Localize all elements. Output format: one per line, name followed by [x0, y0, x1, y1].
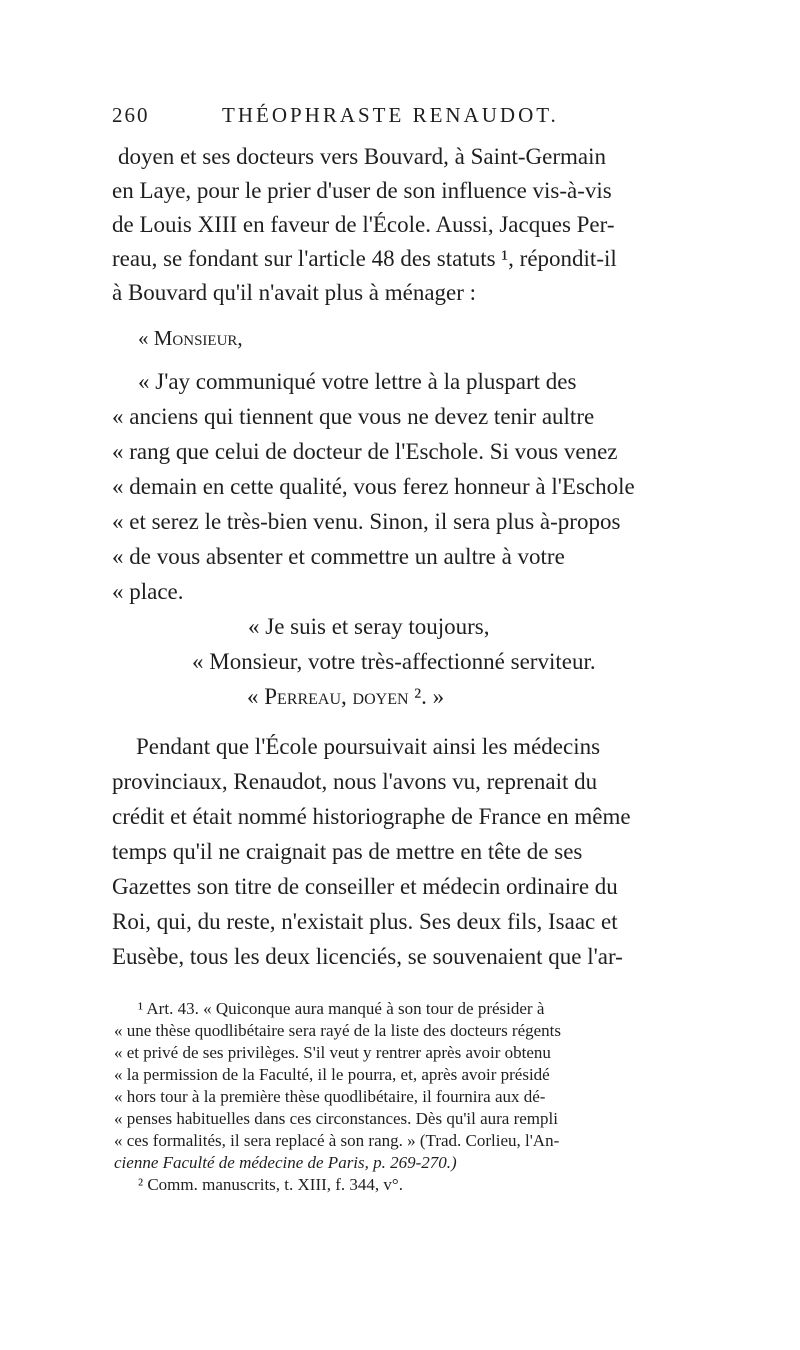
letter-line: « anciens qui tiennent que vous ne devez tenir aultre: [112, 404, 595, 429]
running-title: THÉOPHRASTE RENAUDOT.: [222, 103, 559, 127]
letter-line: « de vous absenter et commettre un aultre à votre: [112, 544, 565, 569]
page-number: 260: [112, 103, 150, 127]
letter-line: « demain en cette qualité, vous ferez honneur à l'Eschole: [112, 474, 635, 499]
footnote-line: ¹ Art. 43. « Quiconque aura manqué à son tour de présider à: [138, 999, 545, 1018]
letter-line: « et serez le très-bien venu. Sinon, il sera plus à-propos: [112, 509, 621, 534]
paragraph-line: Pendant que l'École poursuivait ainsi les médecins: [136, 734, 601, 759]
letter-closing-line: « Je suis et seray toujours,: [248, 614, 490, 639]
letter-line: « rang que celui de docteur de l'Eschole. Si vous venez: [112, 439, 618, 464]
footnote-line: « penses habituelles dans ces circonstances. Dès qu'il aura rempli: [114, 1109, 558, 1128]
footnote-line: ² Comm. manuscrits, t. XIII, f. 344, v°.: [138, 1175, 403, 1194]
footnote-line: « hors tour à la première thèse quodlibétaire, il fournira aux dé-: [114, 1087, 546, 1106]
page-header: [112, 103, 732, 133]
paragraph-line: doyen et ses docteurs vers Bouvard, à Saint-Germain: [118, 144, 606, 169]
paragraph-line: crédit et était nommé historiographe de France en même: [112, 804, 631, 829]
paragraph-line: Roi, qui, du reste, n'existait plus. Ses deux fils, Isaac et: [112, 909, 618, 934]
letter-line: « place.: [112, 579, 184, 604]
paragraph-line: de Louis XIII en faveur de l'École. Aussi, Jacques Per-: [112, 212, 615, 237]
letter-signature: « Perreau, doyen ². »: [247, 684, 445, 709]
footnote-line: « la permission de la Faculté, il le pourra, et, après avoir présidé: [114, 1065, 550, 1084]
letter-salutation: « Monsieur,: [138, 326, 243, 350]
paragraph-line: Gazettes son titre de conseiller et médecin ordinaire du: [112, 874, 618, 899]
paragraph-line: Eusèbe, tous les deux licenciés, se souvenaient que l'ar-: [112, 944, 623, 969]
footnote-line: « et privé de ses privilèges. S'il veut y rentrer après avoir obtenu: [114, 1043, 551, 1062]
letter-closing-line: « Monsieur, votre très-affectionné serviteur.: [192, 649, 596, 674]
paragraph-line: provinciaux, Renaudot, nous l'avons vu, reprenait du: [112, 769, 598, 794]
footnote-line: « ces formalités, il sera replacé à son rang. » (Trad. Corlieu, l'An-: [114, 1131, 560, 1150]
letter-line: « J'ay communiqué votre lettre à la pluspart des: [138, 369, 577, 394]
paragraph-line: à Bouvard qu'il n'avait plus à ménager :: [112, 280, 477, 305]
paragraph-line: temps qu'il ne craignait pas de mettre en tête de ses: [112, 839, 583, 864]
footnote-line: « une thèse quodlibétaire sera rayé de la liste des docteurs régents: [114, 1021, 562, 1040]
paragraph-line: reau, se fondant sur l'article 48 des statuts ¹, répondit-il: [112, 246, 617, 271]
paragraph-line: en Laye, pour le prier d'user de son influence vis-à-vis: [112, 178, 612, 203]
footnote-line: cienne Faculté de médecine de Paris, p. 269-270.): [114, 1153, 457, 1172]
